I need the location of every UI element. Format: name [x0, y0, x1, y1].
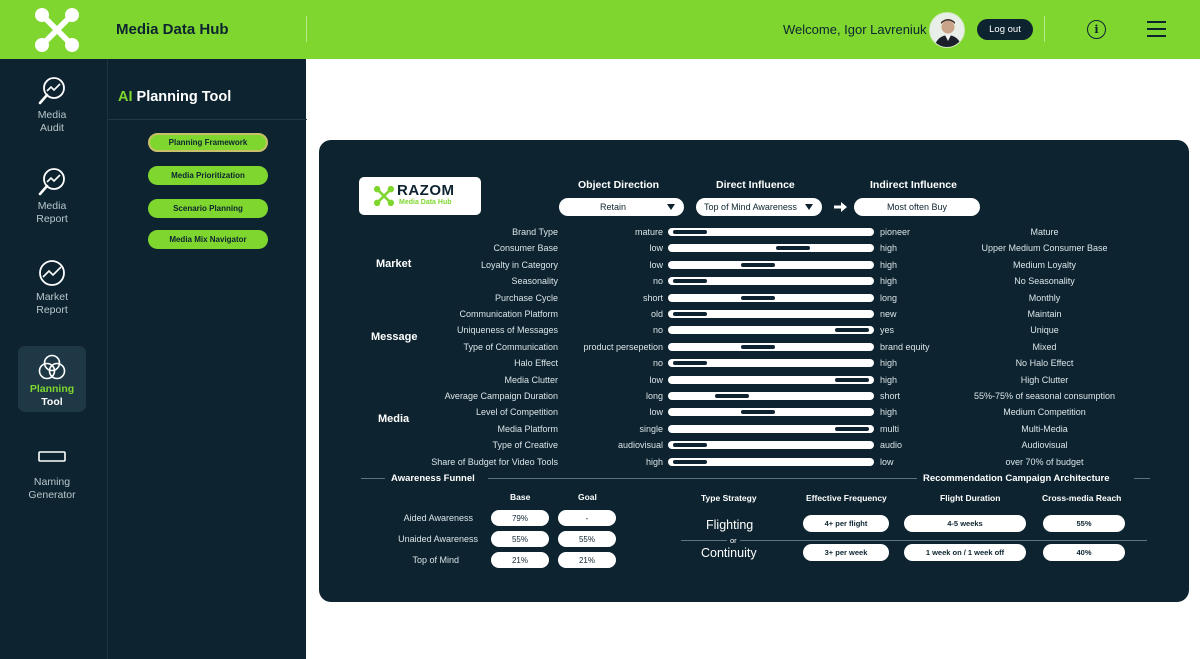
high-label: multi [880, 423, 900, 434]
factor-row [319, 257, 1189, 273]
factor-row [319, 240, 1189, 256]
frequency-value[interactable]: 3+ per week [803, 544, 889, 561]
divider [361, 478, 385, 479]
result-label: Monthly [1028, 292, 1061, 303]
media-prioritization-button[interactable]: Media Prioritization [148, 166, 268, 185]
result-label: No Seasonality [1014, 276, 1075, 287]
factor-label: Average Campaign Duration [444, 391, 558, 401]
low-label: low [649, 374, 663, 385]
duration-value[interactable]: 4-5 weeks [904, 515, 1026, 532]
sidebar-item-label: Planning Tool [29, 383, 75, 408]
slider-handle[interactable] [673, 443, 707, 447]
factor-label: Type of Communication [463, 341, 558, 352]
sidebar-item-label: Media Audit [37, 109, 67, 134]
sidebar-item-label: Market Report [35, 291, 69, 316]
factor-label: Purchase Cycle [494, 292, 558, 303]
tool-panel [107, 59, 306, 659]
factor-label: Consumer Base [493, 243, 558, 254]
high-label: new [880, 309, 897, 319]
divider [681, 540, 1147, 541]
low-label: audiovisual [617, 440, 663, 451]
slider-handle[interactable] [835, 328, 869, 332]
slider-handle[interactable] [741, 345, 775, 349]
logout-button[interactable]: Log out [977, 19, 1033, 40]
sidebar-item-label: Media Report [36, 200, 68, 225]
info-icon[interactable]: i [1087, 20, 1106, 39]
sidebar-item-naming-generator[interactable] [18, 443, 86, 509]
divider [1044, 16, 1045, 42]
factor-slider[interactable] [668, 359, 874, 367]
factor-label: Media Platform [497, 423, 558, 434]
chevron-down-icon [805, 204, 813, 210]
factor-label: Type of Creative [492, 440, 558, 451]
high-label: low [880, 456, 894, 467]
search-chart-icon [37, 167, 67, 197]
object-direction-select[interactable]: Retain [559, 198, 684, 216]
factor-slider[interactable] [668, 376, 874, 384]
object-direction-header: Object Direction [578, 179, 660, 191]
factor-row [319, 355, 1189, 371]
slider-handle[interactable] [673, 312, 707, 316]
result-label: over 70% of budget [1005, 456, 1084, 467]
high-label: audio [880, 440, 903, 451]
circles-icon [37, 353, 67, 383]
low-label: low [649, 407, 663, 418]
low-label: long [645, 391, 663, 401]
factor-slider[interactable] [668, 425, 874, 433]
high-label: high [880, 276, 898, 287]
slider-handle[interactable] [673, 279, 707, 283]
factor-label: Halo Effect [514, 358, 558, 369]
low-label: high [645, 456, 663, 467]
factor-row [319, 322, 1189, 338]
sidebar-item-planning-tool[interactable] [18, 346, 86, 412]
arrow-right-icon [834, 202, 847, 212]
panel-title: AI Planning Tool [118, 89, 232, 105]
sidebar-item-label: Naming Generator [28, 476, 76, 501]
sidebar-item-media-report[interactable] [18, 167, 86, 233]
low-label: single [639, 423, 663, 434]
app-title: Media Data Hub [116, 21, 229, 38]
factor-row [319, 421, 1189, 437]
low-label: low [649, 259, 663, 270]
high-label: brand equity [880, 341, 930, 352]
funnel-row-label: Aided Awareness [403, 513, 473, 523]
result-label: No Halo Effect [1015, 358, 1074, 369]
funnel-row-label: Top of Mind [412, 555, 459, 565]
top-bar [0, 0, 1200, 59]
direct-influence-select[interactable]: Top of Mind Awareness [696, 198, 822, 216]
sidebar [0, 59, 107, 659]
high-label: yes [880, 325, 895, 336]
divider [1134, 478, 1150, 479]
funnel-goal-value[interactable]: 21% [558, 552, 616, 568]
factor-slider[interactable] [668, 294, 874, 302]
rec-col-type-strategy: Type Strategy [701, 493, 757, 503]
chevron-down-icon [667, 204, 675, 210]
funnel-row-label: Unaided Awareness [398, 534, 478, 544]
factor-slider[interactable] [668, 326, 874, 334]
high-label: high [880, 243, 898, 254]
x-logo-icon[interactable] [33, 6, 81, 54]
high-label: high [880, 374, 898, 385]
low-label: no [652, 325, 663, 336]
low-label: low [649, 243, 663, 254]
rec-col-effective-frequency: Effective Frequency [806, 493, 887, 503]
factor-row [319, 290, 1189, 306]
rec-col-cross-media-reach: Cross-media Reach [1042, 493, 1122, 503]
factor-row [319, 339, 1189, 355]
group-label-market: Market [376, 258, 412, 270]
direct-influence-header: Direct Influence [716, 179, 795, 191]
slider-handle[interactable] [741, 263, 775, 267]
factor-slider[interactable] [668, 408, 874, 416]
factor-row [319, 306, 1189, 322]
low-label: old [650, 309, 663, 319]
or-label: or [727, 536, 740, 545]
group-label-message: Message [371, 331, 418, 343]
funnel-base-value[interactable]: 79% [491, 510, 549, 526]
sidebar-item-media-audit[interactable] [18, 76, 86, 142]
funnel-base-value[interactable]: 21% [491, 552, 549, 568]
slider-handle[interactable] [673, 460, 707, 464]
slider-handle[interactable] [673, 230, 707, 234]
factor-row [319, 224, 1189, 240]
result-label: Mature [1030, 227, 1059, 237]
result-label: Audiovisual [1021, 440, 1068, 451]
result-label: High Clutter [1020, 374, 1069, 385]
factor-slider[interactable] [668, 343, 874, 351]
factor-row [319, 437, 1189, 453]
high-label: pioneer [880, 227, 911, 237]
low-label: mature [634, 227, 663, 237]
result-label: 55%-75% of seasonal consumption [973, 391, 1116, 401]
funnel-base-value[interactable]: 55% [491, 531, 549, 547]
indirect-influence-field[interactable]: Most often Buy [854, 198, 980, 216]
high-label: long [880, 292, 898, 303]
low-label: no [652, 358, 663, 369]
slider-handle[interactable] [673, 361, 707, 365]
factor-row [319, 404, 1189, 420]
reach-value[interactable]: 55% [1043, 515, 1125, 532]
result-label: Mixed [1032, 341, 1057, 352]
planning-card [319, 140, 1189, 602]
welcome-text: Welcome, Igor Lavreniuk [783, 22, 927, 37]
user-photo-icon [930, 13, 965, 48]
slider-handle[interactable] [741, 410, 775, 414]
divider [488, 478, 710, 479]
avatar[interactable] [929, 12, 965, 48]
frequency-value[interactable]: 4+ per flight [803, 515, 889, 532]
slider-handle[interactable] [741, 296, 775, 300]
factor-label: Loyalty in Category [480, 259, 558, 270]
planning-framework-button[interactable]: Planning Framework [148, 133, 268, 152]
high-label: high [880, 407, 898, 418]
slider-handle[interactable] [835, 378, 869, 382]
high-label: short [880, 391, 901, 401]
factor-slider[interactable] [668, 277, 874, 285]
strategy-label: Flighting [706, 518, 754, 532]
factor-slider[interactable] [668, 441, 874, 449]
pie-chart-icon [37, 258, 67, 288]
result-label: Maintain [1027, 309, 1062, 319]
recommendation-title: Recommendation Campaign Architecture [923, 473, 1110, 484]
search-chart-icon [37, 76, 67, 106]
result-label: Multi-Media [1021, 423, 1068, 434]
low-label: no [652, 276, 663, 287]
low-label: product persepetion [583, 341, 663, 352]
awareness-funnel-title: Awareness Funnel [391, 473, 475, 484]
razom-logo [359, 177, 481, 215]
result-label: Medium Loyalty [1012, 259, 1077, 270]
factor-label: Media Clutter [504, 374, 558, 385]
sidebar-item-market-report[interactable] [18, 258, 86, 324]
factor-slider[interactable] [668, 228, 874, 236]
factor-label: Brand Type [512, 227, 558, 237]
factor-label: Uniqueness of Messages [456, 325, 558, 336]
funnel-goal-value[interactable]: - [558, 510, 616, 526]
scenario-planning-button[interactable]: Scenario Planning [148, 199, 268, 218]
factor-row [319, 388, 1189, 404]
factor-slider[interactable] [668, 261, 874, 269]
low-label: short [642, 292, 663, 303]
brand-name: RAZOM [397, 182, 455, 199]
factor-slider[interactable] [668, 310, 874, 318]
rec-col-flight-duration: Flight Duration [940, 493, 1001, 503]
factor-label: Seasonality [511, 276, 558, 287]
factor-label: Share of Budget for Video Tools [431, 456, 558, 467]
divider [306, 16, 307, 42]
razom-x-icon [373, 185, 395, 207]
high-label: high [880, 358, 898, 369]
media-mix-navigator-button[interactable]: Media Mix Navigator [148, 230, 268, 249]
result-label: Upper Medium Consumer Base [981, 243, 1108, 254]
slider-handle[interactable] [715, 394, 749, 398]
factor-row [319, 454, 1189, 470]
factor-row [319, 372, 1189, 388]
brand-sub: Media Data Hub [399, 199, 452, 206]
indirect-influence-header: Indirect Influence [870, 179, 957, 191]
slider-handle[interactable] [776, 246, 810, 250]
divider [108, 119, 307, 120]
funnel-col-base: Base [510, 492, 531, 502]
factor-row [319, 273, 1189, 289]
divider [681, 478, 917, 479]
factor-slider[interactable] [668, 458, 874, 466]
rectangle-icon [37, 443, 67, 473]
high-label: high [880, 259, 898, 270]
slider-handle[interactable] [835, 427, 869, 431]
hamburger-menu-icon[interactable] [1147, 21, 1166, 37]
result-label: Medium Competition [1003, 407, 1086, 418]
factor-slider[interactable] [668, 392, 874, 400]
factor-label: Level of Competition [475, 407, 558, 418]
funnel-col-goal: Goal [578, 492, 597, 502]
funnel-goal-value[interactable]: 55% [558, 531, 616, 547]
reach-value[interactable]: 40% [1043, 544, 1125, 561]
result-label: Unique [1030, 325, 1059, 336]
factor-slider[interactable] [668, 244, 874, 252]
strategy-label: Continuity [701, 546, 757, 560]
factor-label: Communication Platform [459, 309, 558, 319]
group-label-media: Media [378, 413, 410, 425]
duration-value[interactable]: 1 week on / 1 week off [904, 544, 1026, 561]
